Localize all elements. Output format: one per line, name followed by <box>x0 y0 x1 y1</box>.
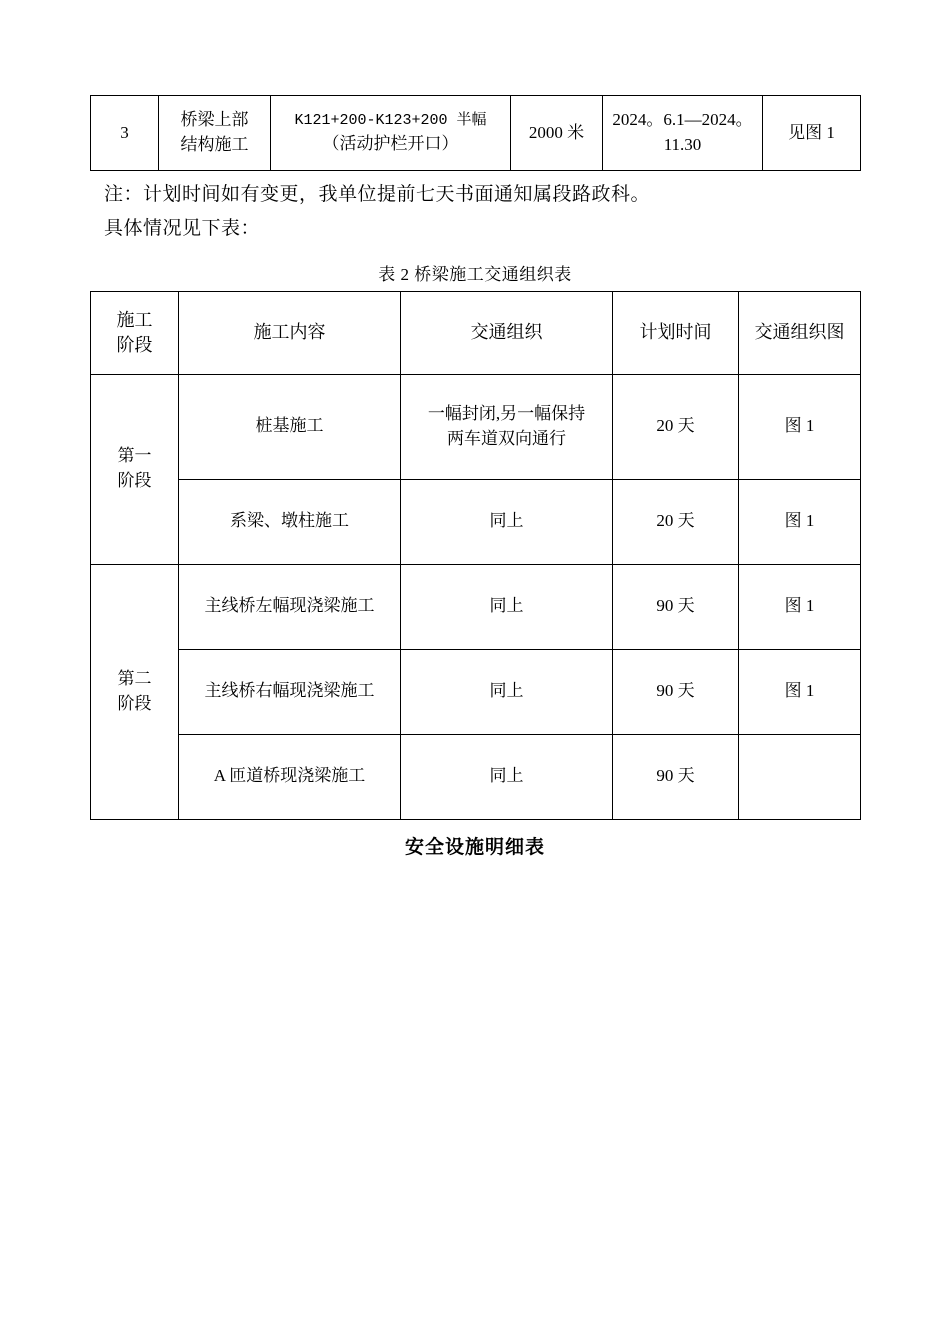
table-row <box>91 479 861 564</box>
row-traffic: 同上 <box>401 649 613 734</box>
header-stage <box>91 291 179 374</box>
row-time: 20 天 <box>613 479 739 564</box>
row-content: 主线桥左幅现浇梁施工 <box>179 564 401 649</box>
row-content: 主线桥右幅现浇梁施工 <box>179 649 401 734</box>
row-content-line2: 结构施工 <box>180 135 249 154</box>
note-line-2: 具体情况见下表： <box>104 218 261 240</box>
row-content: A 匝道桥现浇梁施工 <box>179 734 401 819</box>
row-time: 90 天 <box>613 564 739 649</box>
table-row <box>91 649 861 734</box>
stage-cell-second <box>91 564 179 819</box>
header-time: 计划时间 <box>613 291 739 374</box>
row-traffic <box>401 374 613 479</box>
row-content-line1: 桥梁上部 <box>180 110 249 130</box>
row-number: 3 <box>91 96 159 171</box>
stage-line1: 第一 <box>117 446 152 466</box>
table-header-row <box>91 291 861 374</box>
table-caption: 表 2 桥梁施工交通组织表 <box>378 264 572 284</box>
stage-cell-first <box>91 374 179 564</box>
row-figure: 图 1 <box>739 479 861 564</box>
row-location <box>271 96 511 171</box>
traffic-organization-table <box>90 291 861 820</box>
construction-schedule-table <box>90 95 861 171</box>
row-figure: 见图 1 <box>763 96 861 171</box>
header-stage-line2: 阶段 <box>116 334 153 355</box>
header-traffic: 交通组织 <box>401 291 613 374</box>
row-figure <box>739 734 861 819</box>
row-traffic-line2: 两车道双向通行 <box>447 428 566 448</box>
stage-line2: 阶段 <box>117 471 152 491</box>
stage-line1: 第二 <box>117 668 152 688</box>
row-location-line2: （活动护栏开口） <box>322 133 459 153</box>
row-time: 90 天 <box>613 734 739 819</box>
stage-line2: 阶段 <box>117 693 152 713</box>
row-figure: 图 1 <box>739 564 861 649</box>
footer-heading: 安全设施明细表 <box>404 836 545 858</box>
note-line-1: 注：计划时间如有变更，我单位提前七天书面通知属段路政科。 <box>104 184 651 205</box>
header-content: 施工内容 <box>179 291 401 374</box>
table-row <box>91 96 861 171</box>
header-stage-line1: 施工 <box>116 310 153 331</box>
row-time: 90 天 <box>613 649 739 734</box>
row-traffic: 同上 <box>401 734 613 819</box>
row-figure: 图 1 <box>739 649 861 734</box>
header-figure: 交通组织图 <box>739 291 861 374</box>
row-content <box>159 96 271 171</box>
row-time: 2024。6.1—2024。11.30 <box>603 96 763 171</box>
table-row <box>91 374 861 479</box>
row-location-line1: K121+200-K123+200 半幅 <box>294 111 487 129</box>
row-traffic: 同上 <box>401 479 613 564</box>
table-row <box>91 734 861 819</box>
row-content: 系梁、墩柱施工 <box>179 479 401 564</box>
row-time: 20 天 <box>613 374 739 479</box>
table-row <box>91 564 861 649</box>
row-length: 2000 米 <box>511 96 603 171</box>
row-content: 桩基施工 <box>179 374 401 479</box>
row-traffic-line1: 一幅封闭,另一幅保持 <box>427 403 586 423</box>
row-traffic: 同上 <box>401 564 613 649</box>
row-figure: 图 1 <box>739 374 861 479</box>
